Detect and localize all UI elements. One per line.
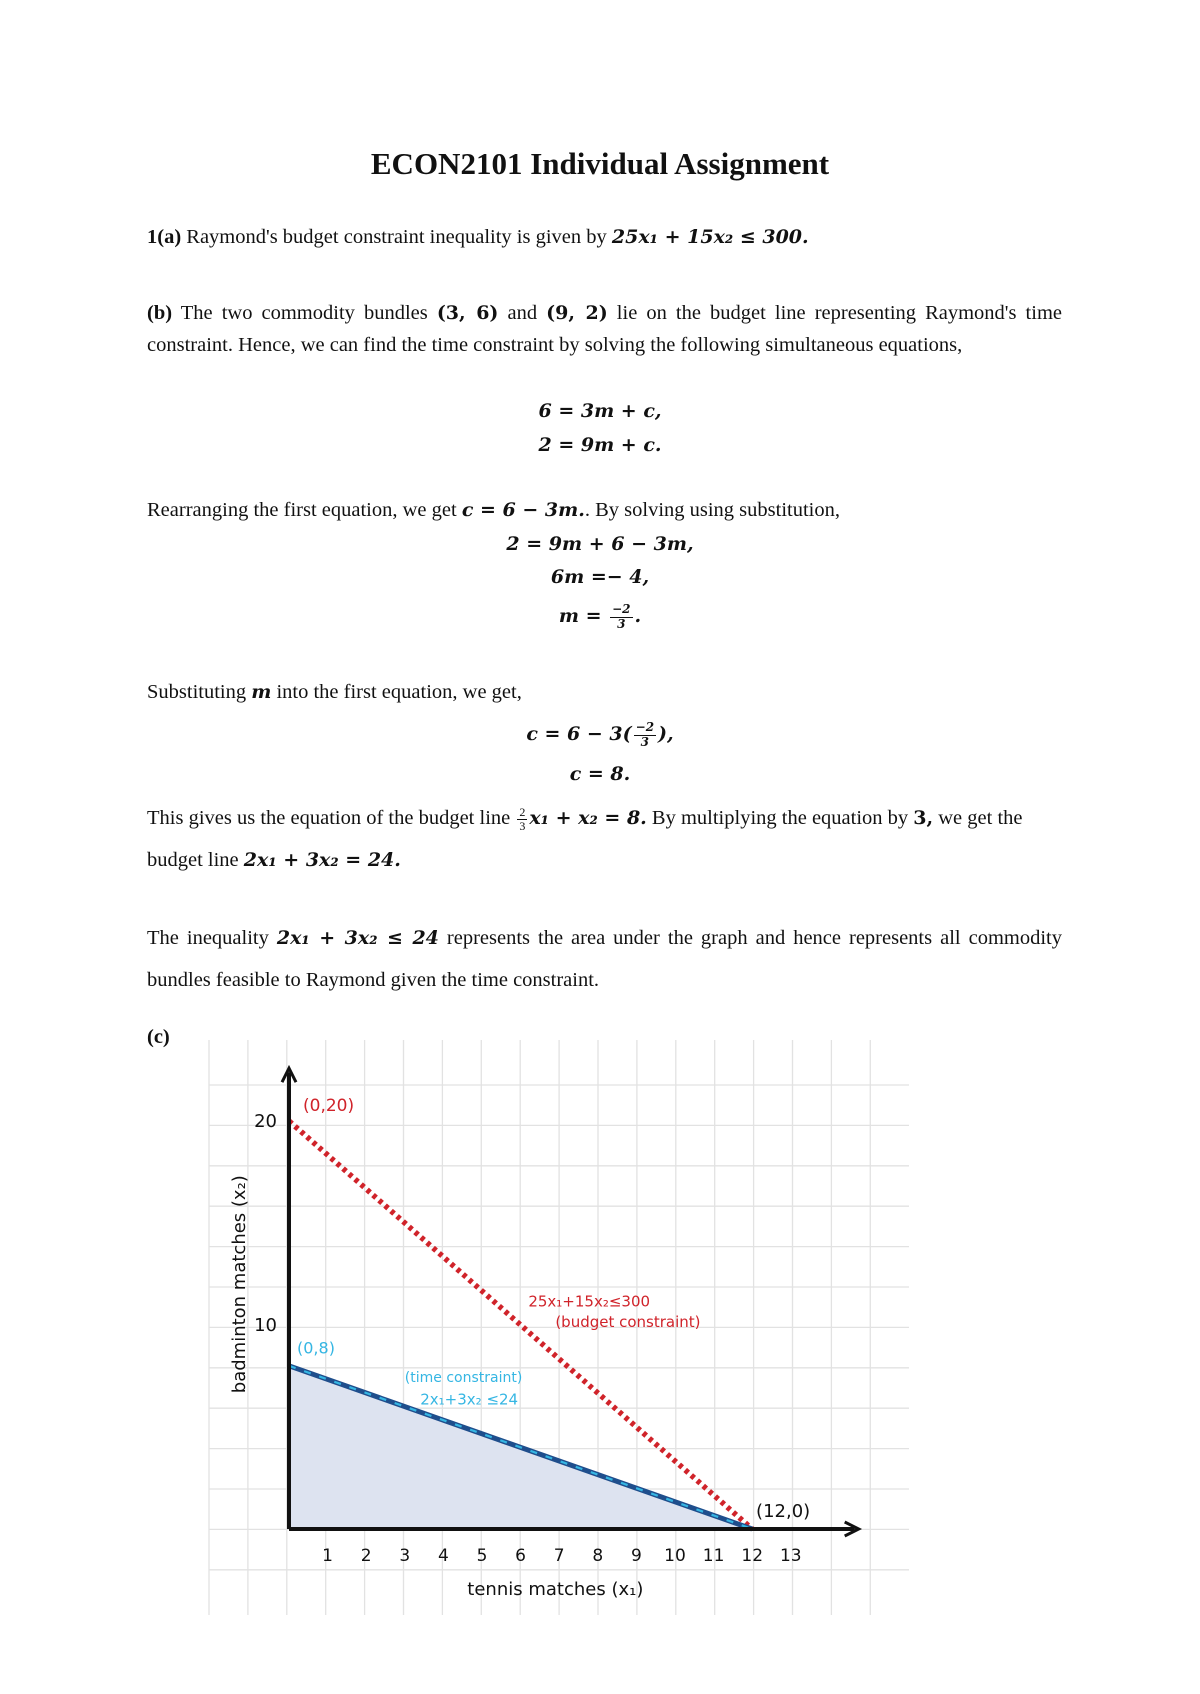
series-label: (time constraint) bbox=[404, 1370, 523, 1387]
series-label: 2x₁+3x₂ ≤24 bbox=[420, 1390, 519, 1409]
part-b-label: (b) bbox=[147, 302, 173, 324]
equation-4: 6m =− 4, bbox=[550, 566, 650, 588]
equation-2: 2 = 9m + c. bbox=[538, 434, 662, 456]
x-tick-label: 1 bbox=[322, 1546, 334, 1566]
part-b-text: lie on the budget line representing Raymond's time constraint. Hence, we can find the time constraint by solving the following simultaneous equations, bbox=[147, 302, 1062, 356]
part-b-paragraph bbox=[147, 298, 1062, 362]
x-tick-label: 11 bbox=[702, 1546, 725, 1566]
equation-6-lhs: c = 6 − 3( bbox=[526, 723, 632, 745]
part-a-inequality: 25x₁ + 15x₂ ≤ 300. bbox=[611, 226, 809, 248]
substitute-variable: m bbox=[251, 681, 272, 703]
series-label: (budget constraint) bbox=[555, 1313, 701, 1332]
equation-1: 6 = 3m + c, bbox=[538, 400, 662, 422]
equation-5: m = $\frac{-2}{3}$ . bbox=[558, 602, 642, 631]
constraint-chart bbox=[0, 1035, 1200, 1615]
fraction-denominator: 3 bbox=[519, 818, 526, 833]
x-tick-label: 13 bbox=[779, 1546, 802, 1566]
fraction-numerator: −2 bbox=[612, 602, 631, 617]
equation-5-lhs: m = bbox=[558, 605, 609, 627]
budget-line-paragraph bbox=[147, 797, 1062, 881]
x-tick-label: 4 bbox=[437, 1546, 449, 1566]
inequality-text: The inequality bbox=[147, 927, 277, 949]
budget-equation-scaled: 2x₁ + 3x₂ = 24. bbox=[243, 849, 401, 872]
point-label: (0,8) bbox=[297, 1338, 335, 1358]
x-tick-label: 5 bbox=[476, 1546, 488, 1566]
inequality-paragraph bbox=[147, 917, 1062, 1001]
substitute-paragraph bbox=[147, 677, 1062, 709]
x-tick-label: 2 bbox=[360, 1546, 372, 1566]
inequality-text: represents the area under the graph and hence represents all commodity bundles feasible to Raymond given the time constraint. bbox=[147, 927, 1062, 992]
x-tick-label: 6 bbox=[515, 1546, 527, 1566]
part-b-text: and bbox=[498, 302, 547, 324]
y-axis-label: badminton matches (x₂) bbox=[229, 1175, 250, 1394]
fraction-denominator: 3 bbox=[617, 616, 626, 631]
equation-7: c = 8. bbox=[569, 763, 631, 785]
fraction-denominator: 3 bbox=[640, 734, 650, 749]
y-tick-label: 20 bbox=[254, 1111, 277, 1132]
budget-equation: x₁ + x₂ = 8. bbox=[529, 807, 647, 829]
time-inequality: 2x₁ + 3x₂ ≤ 24 bbox=[276, 927, 439, 949]
x-axis-label: tennis matches (x₁) bbox=[467, 1579, 644, 1600]
part-b-text: The two commodity bundles bbox=[172, 302, 437, 324]
page-title: ECON2101 Individual Assignment bbox=[370, 146, 830, 181]
x-tick-label: 8 bbox=[592, 1546, 604, 1566]
bundle-two: (9, 2) bbox=[546, 302, 608, 324]
budget-text: we get the budget line bbox=[147, 807, 1023, 872]
rearrange-text: . By solving using substitution, bbox=[584, 499, 840, 521]
substitute-text: into the first equation, we get, bbox=[271, 681, 522, 703]
series-label: 25x₁+15x₂≤300 bbox=[528, 1292, 651, 1311]
point-label: (12,0) bbox=[756, 1501, 811, 1522]
part-a-label: 1(a) bbox=[147, 226, 182, 248]
budget-multiplier: 3, bbox=[913, 807, 934, 829]
part-a-text: Raymond's budget constraint inequality is given by bbox=[181, 226, 612, 248]
budget-text: By multiplying the equation by bbox=[646, 807, 914, 829]
part-c-label: (c) bbox=[147, 1026, 170, 1048]
rearrange-paragraph bbox=[147, 495, 1062, 527]
fraction-numerator: −2 bbox=[635, 720, 655, 735]
rearrange-text: Rearranging the first equation, we get bbox=[147, 499, 462, 521]
fraction bbox=[610, 603, 632, 630]
x-tick-label: 3 bbox=[399, 1546, 411, 1566]
equation-6-rhs: ), bbox=[658, 723, 674, 745]
part-a-paragraph bbox=[147, 222, 1062, 254]
substitute-text: Substituting bbox=[147, 681, 252, 703]
equation-6 bbox=[0, 720, 1200, 749]
x-tick-label: 12 bbox=[741, 1546, 764, 1566]
bundle-one: (3, 6) bbox=[436, 302, 499, 324]
y-tick-label: 10 bbox=[254, 1315, 277, 1336]
budget-text: This gives us the equation of the budget line bbox=[147, 807, 516, 829]
x-tick-label: 9 bbox=[630, 1546, 642, 1566]
fraction bbox=[634, 721, 656, 748]
point-label: (0,20) bbox=[303, 1095, 355, 1116]
x-tick-label: 10 bbox=[664, 1546, 686, 1566]
rearrange-equation: c = 6 − 3m. bbox=[461, 499, 585, 521]
x-tick-label: 7 bbox=[553, 1546, 565, 1566]
fraction-numerator: 2 bbox=[519, 804, 526, 819]
fraction bbox=[517, 806, 527, 833]
equation-3: 2 = 9m + 6 − 3m, bbox=[506, 533, 694, 555]
